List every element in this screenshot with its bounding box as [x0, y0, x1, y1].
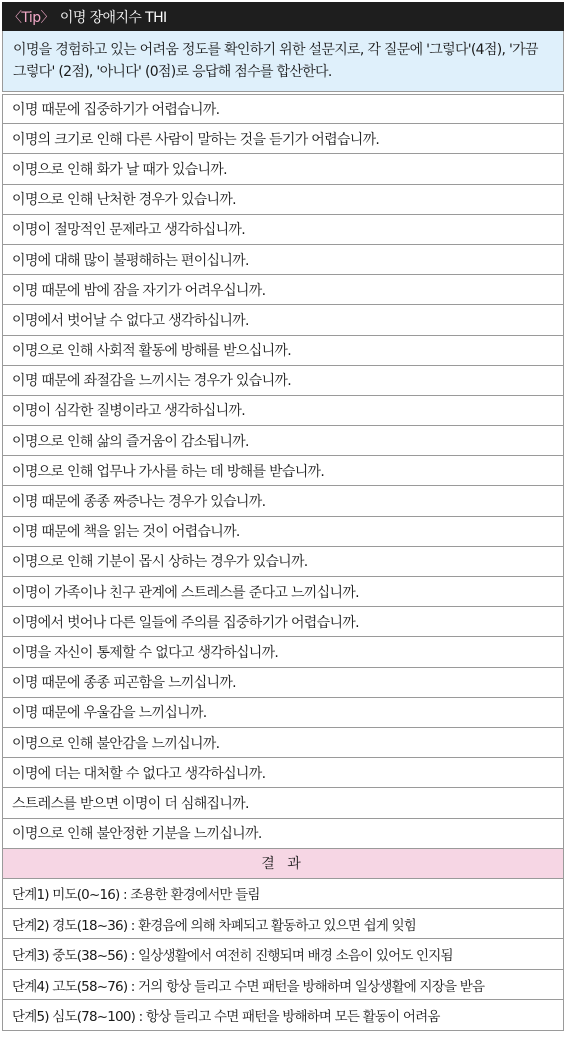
question-text: 이명 때문에 밤에 잠을 자기가 어려우십니까.	[12, 282, 266, 299]
question-row	[3, 366, 563, 396]
question-text: 이명 때문에 종종 짜증나는 경우가 있습니까.	[12, 494, 266, 511]
question-text: 이명에 대해 많이 불평해하는 편이십니까.	[12, 252, 249, 269]
result-row	[3, 939, 563, 969]
tip-label: 〈Tip〉	[8, 9, 54, 26]
intro-box	[2, 31, 564, 92]
question-text: 이명 때문에 집중하기가 어렵습니까.	[12, 102, 220, 119]
question-text: 이명으로 인해 화가 날 때가 있습니까.	[12, 161, 227, 178]
question-text: 이명으로 인해 난처한 경우가 있습니까.	[12, 192, 236, 209]
result-list	[2, 879, 564, 1031]
question-row	[3, 426, 563, 456]
table-header	[2, 2, 564, 31]
question-text: 이명으로 인해 업무나 가사를 하는 데 방해를 받습니까.	[12, 463, 325, 480]
question-text: 이명이 절망적인 문제라고 생각하십니까.	[12, 222, 246, 239]
question-row	[3, 788, 563, 818]
question-text: 이명에 더는 대처할 수 없다고 생각하십니까.	[12, 765, 266, 782]
question-text: 이명으로 인해 불안정한 기분을 느끼십니까.	[12, 826, 262, 843]
question-row	[3, 94, 563, 124]
question-row	[3, 698, 563, 728]
result-row	[3, 1000, 563, 1030]
result-row	[3, 909, 563, 939]
question-row	[3, 456, 563, 486]
result-title: 결 과	[261, 856, 305, 873]
question-text: 이명으로 인해 사회적 활동에 방해를 받으십니까.	[12, 343, 291, 360]
stage-text: 단계2) 경도(18~36) : 환경음에 의해 차폐되고 활동하고 있으면 쉽게 잊힘	[12, 917, 417, 934]
question-text: 이명의 크기로 인해 다른 사람이 말하는 것을 듣기가 어렵습니까.	[12, 131, 380, 148]
question-row	[3, 336, 563, 366]
question-row	[3, 305, 563, 335]
question-row	[3, 185, 563, 215]
result-row	[3, 879, 563, 909]
question-row	[3, 486, 563, 516]
question-text: 스트레스를 받으면 이명이 더 심해집니까.	[12, 795, 249, 812]
question-text: 이명으로 인해 삶의 즐거움이 감소됩니까.	[12, 433, 249, 450]
question-text: 이명이 가족이나 친구 관계에 스트레스를 준다고 느끼십니까.	[12, 584, 359, 601]
question-text: 이명으로 인해 기분이 몹시 상하는 경우가 있습니까.	[12, 554, 308, 571]
question-row	[3, 396, 563, 426]
question-row	[3, 275, 563, 305]
question-row	[3, 819, 563, 849]
result-header	[2, 849, 564, 879]
thi-table	[2, 2, 564, 1031]
question-row	[3, 758, 563, 788]
question-text: 이명에서 벗어나 다른 일들에 주의를 집중하기가 어렵습니까.	[12, 614, 359, 631]
question-text: 이명이 심각한 질병이라고 생각하십니까.	[12, 403, 246, 420]
question-row	[3, 668, 563, 698]
question-text: 이명에서 벗어날 수 없다고 생각하십니까.	[12, 312, 249, 329]
question-row	[3, 245, 563, 275]
question-row	[3, 607, 563, 637]
result-row	[3, 970, 563, 1000]
intro-text: 이명을 경험하고 있는 어려움 정도를 확인하기 위한 설문지로, 각 질문에 '그렇다'(4점), '가끔 그렇다' (2점), '아니다' (0점)로 응답해 점수를 합산한다.	[13, 42, 538, 80]
question-text: 이명 때문에 책을 읽는 것이 어렵습니까.	[12, 524, 240, 541]
question-list	[2, 94, 564, 849]
question-text: 이명 때문에 우울감을 느끼십니까.	[12, 705, 207, 722]
question-row	[3, 124, 563, 154]
question-row	[3, 637, 563, 667]
question-row	[3, 154, 563, 184]
question-row	[3, 577, 563, 607]
question-text: 이명 때문에 종종 피곤함을 느끼십니까.	[12, 675, 236, 692]
question-row	[3, 517, 563, 547]
question-text: 이명을 자신이 통제할 수 없다고 생각하십니까.	[12, 644, 279, 661]
table-title: 이명 장애지수 THI	[59, 9, 167, 26]
question-text: 이명으로 인해 불안감을 느끼십니까.	[12, 735, 220, 752]
stage-text: 단계4) 고도(58~76) : 거의 항상 들리고 수면 패턴을 방해하며 일상생활에 지장을 받음	[12, 978, 485, 995]
stage-text: 단계1) 미도(0~16) : 조용한 환경에서만 들림	[12, 887, 260, 904]
question-text: 이명 때문에 좌절감을 느끼시는 경우가 있습니까.	[12, 373, 291, 390]
stage-text: 단계3) 중도(38~56) : 일상생활에서 여전히 진행되며 배경 소음이 있어도 인지됨	[12, 948, 453, 965]
question-row	[3, 215, 563, 245]
question-row	[3, 728, 563, 758]
stage-text: 단계5) 심도(78~100) : 항상 들리고 수면 패턴을 방해하며 모든 활동이 어려움	[12, 1008, 440, 1025]
question-row	[3, 547, 563, 577]
